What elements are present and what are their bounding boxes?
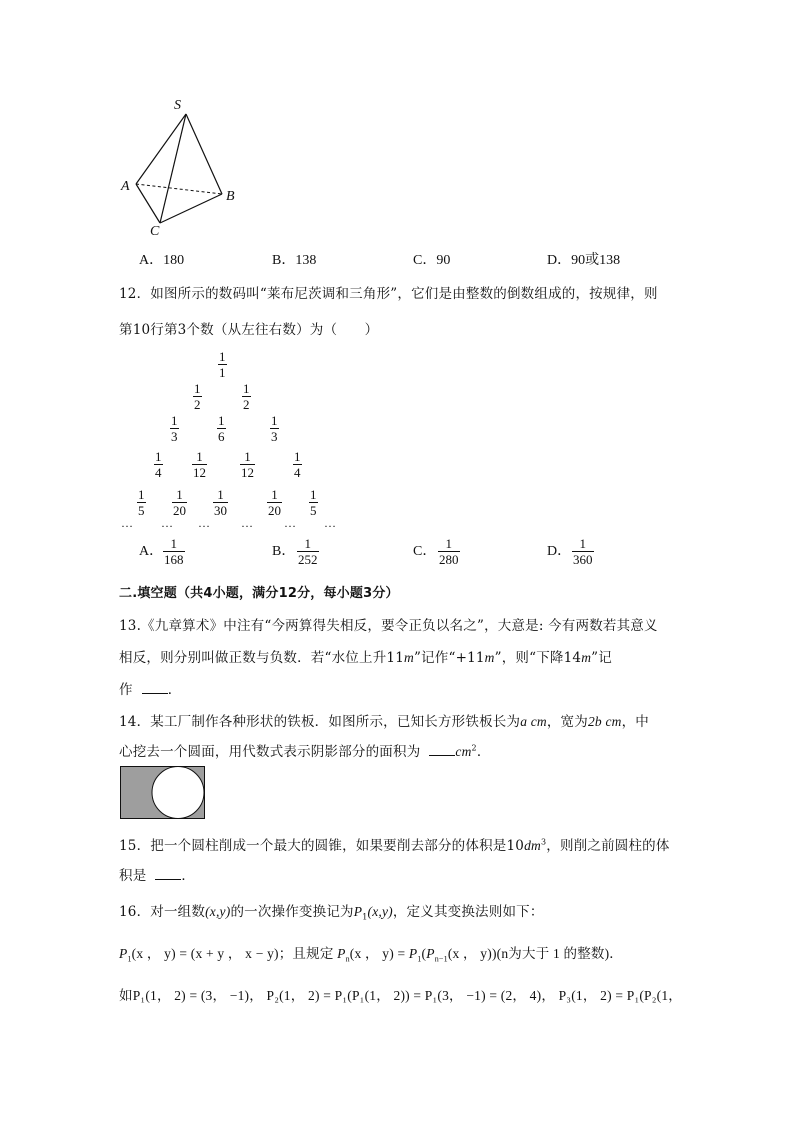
text: ，中 [621,714,649,730]
q11-option-a[interactable]: A．180 [139,253,185,268]
subscript: 1 [127,954,132,964]
number: 14 [563,650,582,666]
q12-line-2: 第10行第3个数（从左往右数）为（ ） [119,322,379,338]
subscript: 1 [362,912,368,922]
numerator: 1 [196,449,203,464]
numerator: 1 [155,449,162,464]
q12-option-a[interactable] [139,540,163,560]
number: 11 [386,650,404,666]
number: +11 [455,650,485,666]
denominator: 168 [164,552,184,567]
answer-blank[interactable] [429,743,455,756]
denominator: 6 [218,429,225,444]
numerator: 1 [194,381,201,396]
text: 15．把一个圆柱削成一个最大的圆锥，如果要削去部分的体积是 [119,838,507,854]
math: (x ， y) = (x + y ， x − y)；且规定 [131,946,334,961]
denominator: 2 [194,397,201,412]
denominator: 360 [573,552,593,567]
numerator: 1 [170,536,177,551]
vertex-label-s: S [174,98,181,113]
ellipsis: … [324,516,336,530]
triangle-fraction [213,488,228,517]
text: ． [167,682,182,698]
q12-option-b[interactable] [272,540,295,560]
math: P [119,946,128,961]
denominator: 280 [439,552,459,567]
q12-option-c-fraction [438,537,460,566]
q14-line-2 [119,740,491,760]
q16-line-2 [119,942,623,964]
denominator: 3 [271,429,278,444]
text: ，宽为 [546,714,588,730]
denominator: 2 [243,397,250,412]
text: ”记作“ [413,650,456,666]
triangle-fraction [172,488,187,517]
triangle-fraction [242,382,251,411]
q11-option-b[interactable]: B．138 [272,253,317,268]
triangle-fraction [192,450,207,479]
option-letter: D． [547,544,572,559]
section-heading: 二.填空题（共4小题，满分12分，每小题3分） [119,586,399,601]
triangle-fraction [170,414,179,443]
denominator: 4 [155,465,162,480]
triangle-fraction [267,488,282,517]
denominator: 1 [219,365,226,380]
numerator: 1 [579,536,586,551]
denominator: 20 [268,503,281,518]
q13-line-2 [119,646,612,666]
math: ( [421,946,427,961]
q15-line-1 [119,834,670,854]
q16-line-1 [119,900,544,922]
q12-option-a-fraction [163,537,185,566]
triangle-fraction [240,450,255,479]
text: 心挖去一个圆面，用代数式表示阴影部分的面积为 [119,744,421,760]
q12-option-c[interactable] [413,540,436,560]
math: (x ， y) = [349,946,409,961]
option-letter: A． [139,544,164,559]
text: 的一次操作变换记为 [230,904,354,920]
vertex-label-b: B [226,189,235,204]
math: (x,y) [205,904,231,919]
text: ”记 [591,650,612,666]
math: P [337,946,346,961]
numerator: 1 [294,449,301,464]
unit: m [484,650,495,665]
denominator: 12 [193,465,206,480]
unit: cm [455,744,472,759]
text: ． [181,868,196,884]
triangle-fraction [309,488,318,517]
numerator: 1 [304,536,311,551]
q14-line-1 [119,710,649,730]
math: P [353,904,363,919]
ellipsis: … [121,516,133,530]
numerator: 1 [138,487,145,502]
ellipsis: … [241,516,253,530]
unit: m [581,650,592,665]
text: 作 [119,682,133,698]
numerator: 1 [171,413,178,428]
vertex-label-c: C [150,224,160,239]
q11-option-d[interactable]: D．90或138 [547,253,621,268]
numerator: 1 [219,349,226,364]
q13-line-1: 13.《九章算术》中注有“今两算得失相反，要令正负以名之”，大意是: 今有两数若其意义 [119,618,658,634]
numerator: 1 [244,449,251,464]
number: 10 [506,838,525,854]
numerator: 1 [217,487,224,502]
ellipsis: … [161,516,173,530]
denominator: 12 [241,465,254,480]
denominator: 3 [171,429,178,444]
text: 14．某工厂制作各种形状的铁板．如图所示，已知长方形铁板长为 [119,714,521,730]
math: P [408,946,418,961]
text: ，则削之前圆柱的体 [546,838,670,854]
q12-line-1: 12．如图所示的数码叫“莱布尼茨调和三角形”，它们是由整数的倒数组成的，按规律，则 [119,286,658,302]
rectangle-circle-figure [120,766,206,820]
numerator: 1 [243,381,250,396]
numerator: 1 [271,413,278,428]
text: ，定义其变换法则如下： [392,904,544,920]
numerator: 1 [271,487,278,502]
triangle-fraction [217,414,226,443]
denominator: 4 [294,465,301,480]
answer-blank[interactable] [142,681,168,694]
triangle-fraction [293,450,302,479]
triangle-fraction [270,414,279,443]
math: (x,y) [367,904,393,919]
text: ”，则“下降 [494,650,564,666]
denominator: 5 [310,503,317,518]
q15-line-2 [119,864,195,884]
denominator: 20 [173,503,186,518]
q12-option-d[interactable] [547,540,571,560]
vertex-label-a: A [121,179,130,194]
text: 相反，则分别叫做正数与负数．若“水位上升 [119,650,387,666]
variable: a cm [520,714,547,729]
exponent: 2 [471,743,477,753]
triangle-fraction [193,382,202,411]
numerator: 1 [218,413,225,428]
numerator: 1 [176,487,183,502]
triangle-fraction [218,350,227,379]
triangle-fraction [154,450,163,479]
denominator: 5 [138,503,145,518]
variable: 2b cm [587,714,622,729]
option-letter: B． [272,544,296,559]
unit: dm [524,838,541,853]
ellipsis: … [284,516,296,530]
ellipsis: … [198,516,210,530]
q12-option-b-fraction [297,537,319,566]
text: ． [476,744,491,760]
numerator: 1 [445,536,452,551]
q12-option-d-fraction [572,537,594,566]
text: 16．对一组数 [119,904,206,920]
text: 积是 [119,868,147,884]
numerator: 1 [310,487,317,502]
exponent: 3 [540,837,547,847]
q16-line-3: 如P₁(1， 2) = (3， −1)， P₂(1， 2) = P₁(P₁(1， 2)) = P₁(3， −1) = (2， 4)， P₃(1， 2) = P₁(P₂(1， [119,988,683,1003]
answer-blank[interactable] [155,867,181,880]
denominator: 252 [298,552,318,567]
subscript: n [345,954,350,964]
denominator: 30 [214,503,227,518]
subscript: n−1 [434,954,448,964]
subscript: 1 [417,954,422,964]
q13-line-3 [119,678,181,698]
math: P [426,946,435,961]
triangle-fraction [137,488,146,517]
option-letter: C． [413,544,437,559]
unit: m [404,650,414,665]
q11-option-c[interactable]: C．90 [413,253,451,268]
math: (x ， y))(n为大于 1 的整数)． [447,946,623,961]
tetrahedron-figure [118,96,248,242]
